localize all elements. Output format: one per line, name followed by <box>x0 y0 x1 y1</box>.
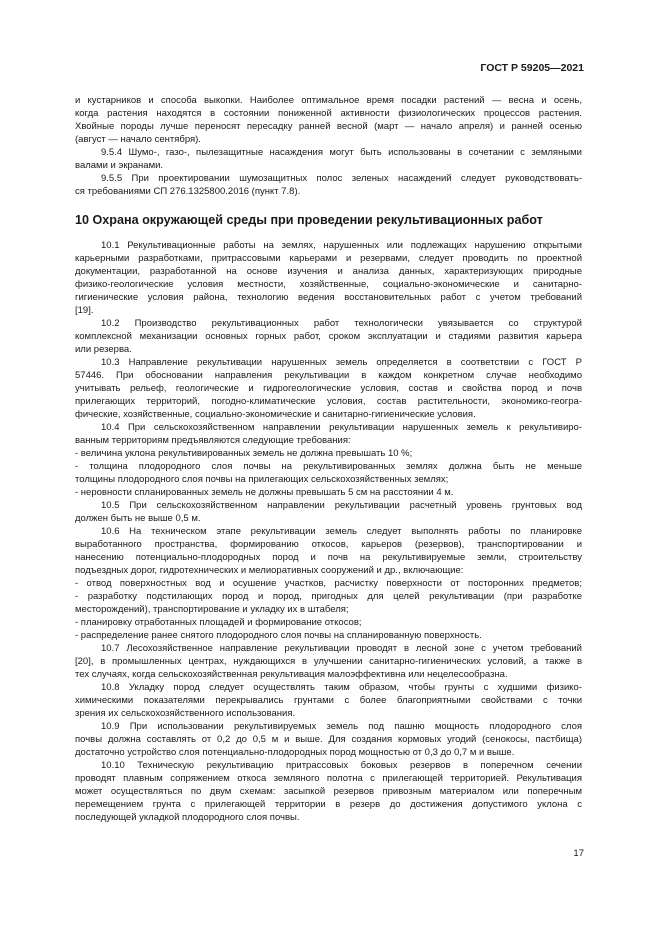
text-line: проводят плавным сопряжением откоса земляного полотна с прилегающей территорией. Рекультивация <box>75 773 582 784</box>
text-line: достаточно устройство слоя потенциально-плодородных пород мощностью от 0,3 до 0,7 м и выше. <box>75 747 515 758</box>
text-line: месторождений), транспортирование и укладку их в штабеля; <box>75 604 349 615</box>
text-line: - отвод поверхностных вод и осушение участков, расчистку поверхности от посторонних предметов; <box>75 578 582 589</box>
text-line: должен быть не выше 0,5 м. <box>75 513 201 524</box>
text-line: выработанного пространства, формированию откосов, карьеров (резервов), транспортировании и <box>75 539 582 550</box>
page-content <box>75 94 582 824</box>
text-line: 10.9 При использовании рекультивируемых земель под пашню мощность плодородного слоя <box>101 721 582 732</box>
text-line: 10.5 При сельскохозяйственном направлении рекультивации расчетный уровень грунтовых вод <box>101 500 582 511</box>
text-line: 57446. При обосновании направления рекультивации в каждом конкретном случае необходимо <box>75 370 582 381</box>
text-line: 10.2 Производство рекультивационных работ технологически увязывается со структурой <box>101 318 582 329</box>
text-line: или резерва. <box>75 344 132 355</box>
text-line: карьерными разработками, притрассовыми карьерами и резервами, следует проводить по проектной <box>75 253 582 264</box>
text-line: нанесению потенциально-плодородных пород и почв на рекультивируемые земли, строительству <box>75 552 582 563</box>
text-line: [19]. <box>75 305 94 316</box>
text-line: ванным территориям предъявляются следующие требования: <box>75 435 351 446</box>
page-number: 17 <box>573 848 584 859</box>
text-line: прилегающих территорий, погодно-климатические условия, состав растительности, экономико-геогра- <box>75 396 582 407</box>
text-line: - неровности спланированных земель не должны превышать 5 см на расстоянии 4 м. <box>75 487 454 498</box>
text-line: комплексной механизации основных горных работ, сроком эксплуатации и стадиями развития карьера <box>75 331 582 342</box>
text-line: почвы должна составлять от 0,2 до 0,5 м и выше. Для создания кормовых угодий (сенокосы, пастбища) <box>75 734 582 745</box>
text-line: физико-геологические условия местности, хозяйственные, социально-экономические и санитарно- <box>75 279 582 290</box>
section-body <box>75 239 582 824</box>
text-line: документации, разработанной на основе изучения и анализа данных, характеризующих природные <box>75 266 582 277</box>
section-title: 10 Охрана окружающей среды при проведении рекультивационных работ <box>75 213 543 227</box>
text-line: 10.1 Рекультивационные работы на землях, нарушенных или подлежащих нарушению открытыми <box>101 240 582 251</box>
text-line: может осуществляться по двум схемам: засыпкой резервов привозным материалом или поперечным <box>75 786 582 797</box>
text-line: 10.4 При сельскохозяйственном направлении рекультивации нарушенных земель к рекультивиро- <box>101 422 582 433</box>
text-line: Хвойные породы лучше переносят пересадку ранней весной (март — начало апреля) и ранней осенью <box>75 121 582 132</box>
text-line: - распределение ранее снятого плодородного слоя почвы на спланированную поверхность. <box>75 630 482 641</box>
text-line: 10.8 Укладку пород следует осуществлять таким образом, чтобы грунты с худшими физико- <box>101 682 582 693</box>
text-line: 10.3 Направление рекультивации нарушенных земель определяется в соответствии с ГОСТ Р <box>101 357 582 368</box>
text-line: [20], в промышленных центрах, нуждающихся в улучшении санитарно-гигиенических условий, а также в <box>75 656 582 667</box>
text-line: - толщина плодородного слоя почвы на рекультивированных землях должна быть не меньше <box>75 461 582 472</box>
text-line: зрения их сельскохозяйственного использования. <box>75 708 296 719</box>
text-line: 10.6 На техническом этапе рекультивации земель следует выполнять работы по планировке <box>101 526 582 537</box>
text-line: когда растения находятся в состоянии пониженной активности физиологических процессов растения. <box>75 108 582 119</box>
text-line: гигиенические условия района, технологию ведения восстановительных работ с учетом требований <box>75 292 582 303</box>
text-line: 10.7 Лесохозяйственное направление рекультивации проводят в лесной зоне с учетом требований <box>101 643 582 654</box>
text-line: химическими показателями перекрывались грунтами с более благоприятными свойствами с точки <box>75 695 582 706</box>
text-line: тех случаях, когда сельскохозяйственная рекультивация малоэффективна или нецелесообразна. <box>75 669 508 680</box>
text-line: - разработку подстилающих пород и пород, пригодных для целей рекультивации (при разработке <box>75 591 582 602</box>
text-line: толщины плодородного слоя почвы на прилегающих сельскохозяйственных землях; <box>75 474 449 485</box>
previous-section-text <box>75 94 582 198</box>
text-line: 10.10 Техническую рекультивацию притрассовых боковых резервов в поперечном сечении <box>101 760 582 771</box>
text-line: валами и экранами. <box>75 160 164 171</box>
text-line: ся требованиями СП 276.1325800.2016 (пункт 7.8). <box>75 186 301 197</box>
text-line: 9.5.4 Шумо-, газо-, пылезащитные насаждения могут быть использованы в сочетании с земляными <box>101 147 582 158</box>
document-code: ГОСТ Р 59205—2021 <box>480 62 584 74</box>
text-line: (август — начало сентября). <box>75 134 201 145</box>
text-line: подъездных дорог, гидротехнических и мелиоративных сооружений и др., включающие: <box>75 565 464 576</box>
text-line: - величина уклона рекультивированных земель не должна превышать 10 %; <box>75 448 413 459</box>
text-line: учитывать рельеф, геологические и гидрогеологические условия, состав и свойства пород и почв <box>75 383 582 394</box>
text-line: - планировку отработанных площадей и формирование откосов; <box>75 617 362 628</box>
text-line: 9.5.5 При проектировании шумозащитных полос зеленых насаждений следует руководствовать- <box>101 173 582 184</box>
text-line: перемещением грунта с прилегающей территории в резерв до достижения допустимого уклона с <box>75 799 582 810</box>
text-line: фические, хозяйственные, социально-экономические и санитарно-гигиенические условия. <box>75 409 476 420</box>
text-line: и кустарников и способа выкопки. Наиболее оптимальное время посадки растений — весна и осень, <box>75 95 582 106</box>
text-line: последующей укладкой плодородного слоя почвы. <box>75 812 300 823</box>
